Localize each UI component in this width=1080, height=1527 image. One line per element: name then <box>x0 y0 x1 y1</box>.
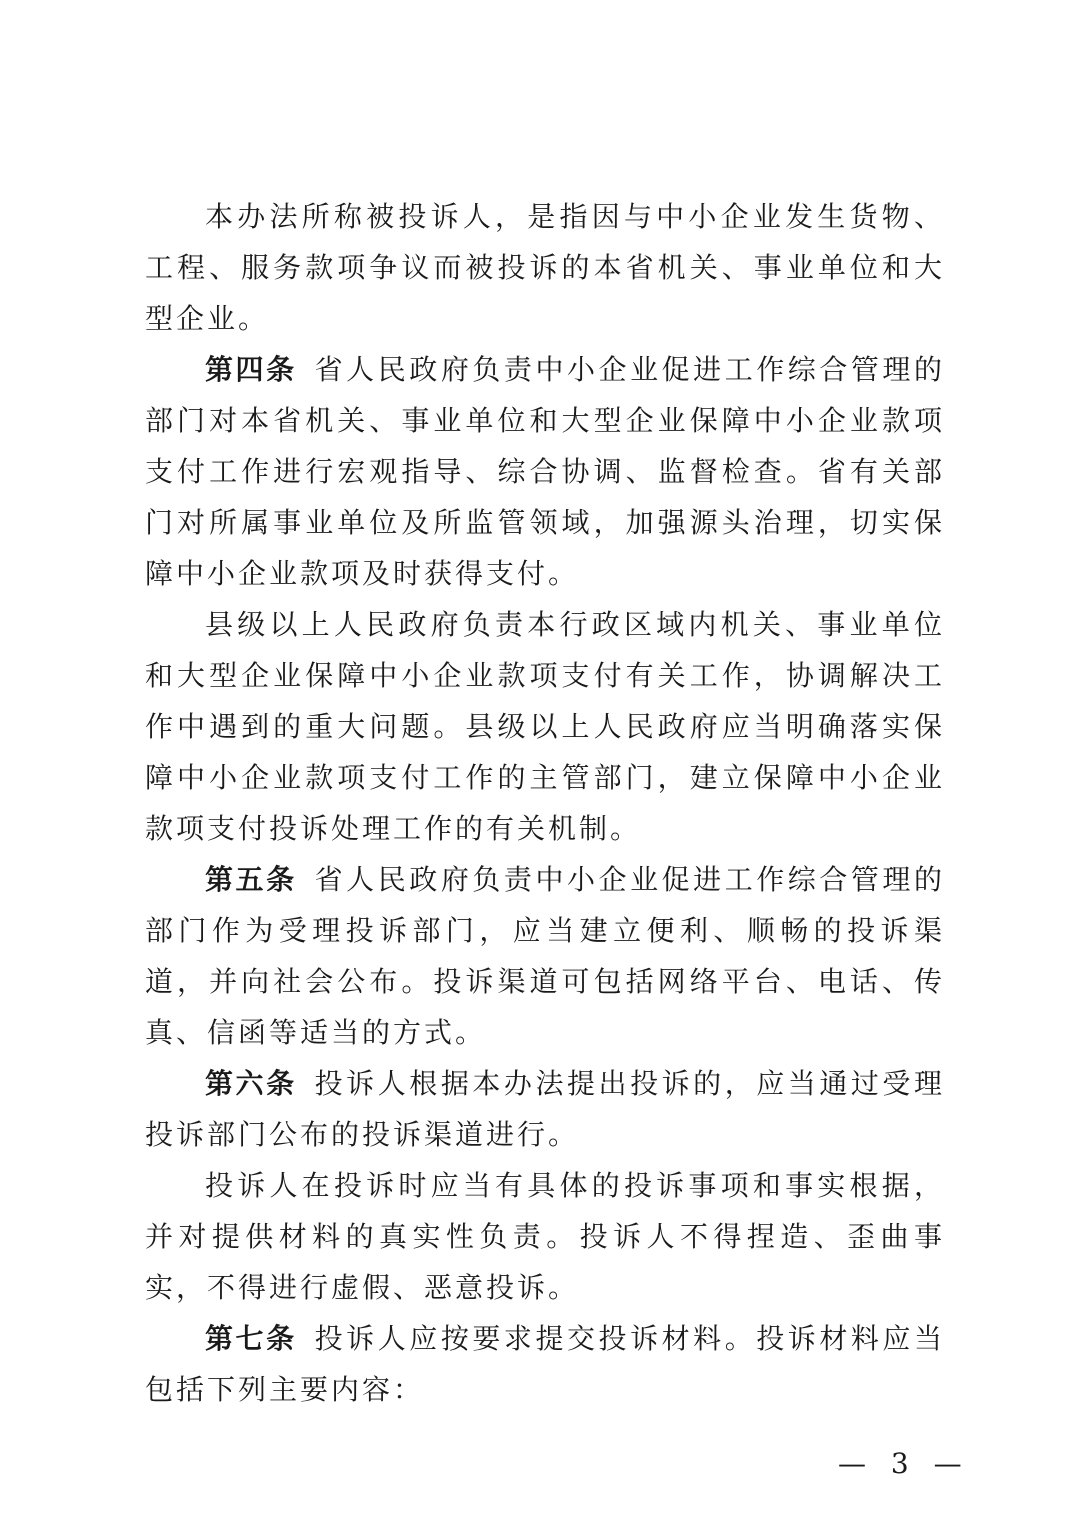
document-body <box>145 191 945 1415</box>
paragraph-6 <box>145 1160 945 1313</box>
article-heading: 第六条 <box>205 1067 297 1100</box>
paragraph-text: 省人民政府负责中小企业促进工作综合管理的部门对本省机关、事业单位和大型企业保障中小企业款项支付工作进行宏观指导、综合协调、监督检查。省有关部门对所属事业单位及所监管领域，加强源头治理，切实保障中小企业款项及时获得支付。 <box>145 353 945 590</box>
paragraph-3 <box>145 599 945 854</box>
page-number: — 3 — <box>838 1447 970 1480</box>
paragraph-text: 省人民政府负责中小企业促进工作综合管理的部门作为受理投诉部门，应当建立便利、顺畅的投诉渠道，并向社会公布。投诉渠道可包括网络平台、电话、传真、信函等适当的方式。 <box>145 863 945 1049</box>
paragraph-text: 县级以上人民政府负责本行政区域内机关、事业单位和大型企业保障中小企业款项支付有关工作，协调解决工作中遇到的重大问题。县级以上人民政府应当明确落实保障中小企业款项支付工作的主管部门，建立保障中小企业款项支付投诉处理工作的有关机制。 <box>145 608 945 845</box>
paragraph-article-5 <box>145 854 945 1058</box>
paragraph-text: 投诉人在投诉时应当有具体的投诉事项和事实根据，并对提供材料的真实性负责。投诉人不得捏造、歪曲事实，不得进行虚假、恶意投诉。 <box>145 1169 945 1304</box>
paragraph-article-7 <box>145 1313 945 1415</box>
article-heading: 第七条 <box>205 1322 297 1355</box>
paragraph-article-4 <box>145 344 945 599</box>
paragraph-1 <box>145 191 945 344</box>
paragraph-text: 本办法所称被投诉人，是指因与中小企业发生货物、工程、服务款项争议而被投诉的本省机关、事业单位和大型企业。 <box>145 200 945 335</box>
article-heading: 第五条 <box>205 863 297 896</box>
paragraph-article-6 <box>145 1058 945 1160</box>
paragraph-text: 投诉人根据本办法提出投诉的，应当通过受理投诉部门公布的投诉渠道进行。 <box>145 1067 945 1151</box>
paragraph-text: 投诉人应按要求提交投诉材料。投诉材料应当包括下列主要内容： <box>145 1322 945 1406</box>
article-heading: 第四条 <box>205 353 297 386</box>
